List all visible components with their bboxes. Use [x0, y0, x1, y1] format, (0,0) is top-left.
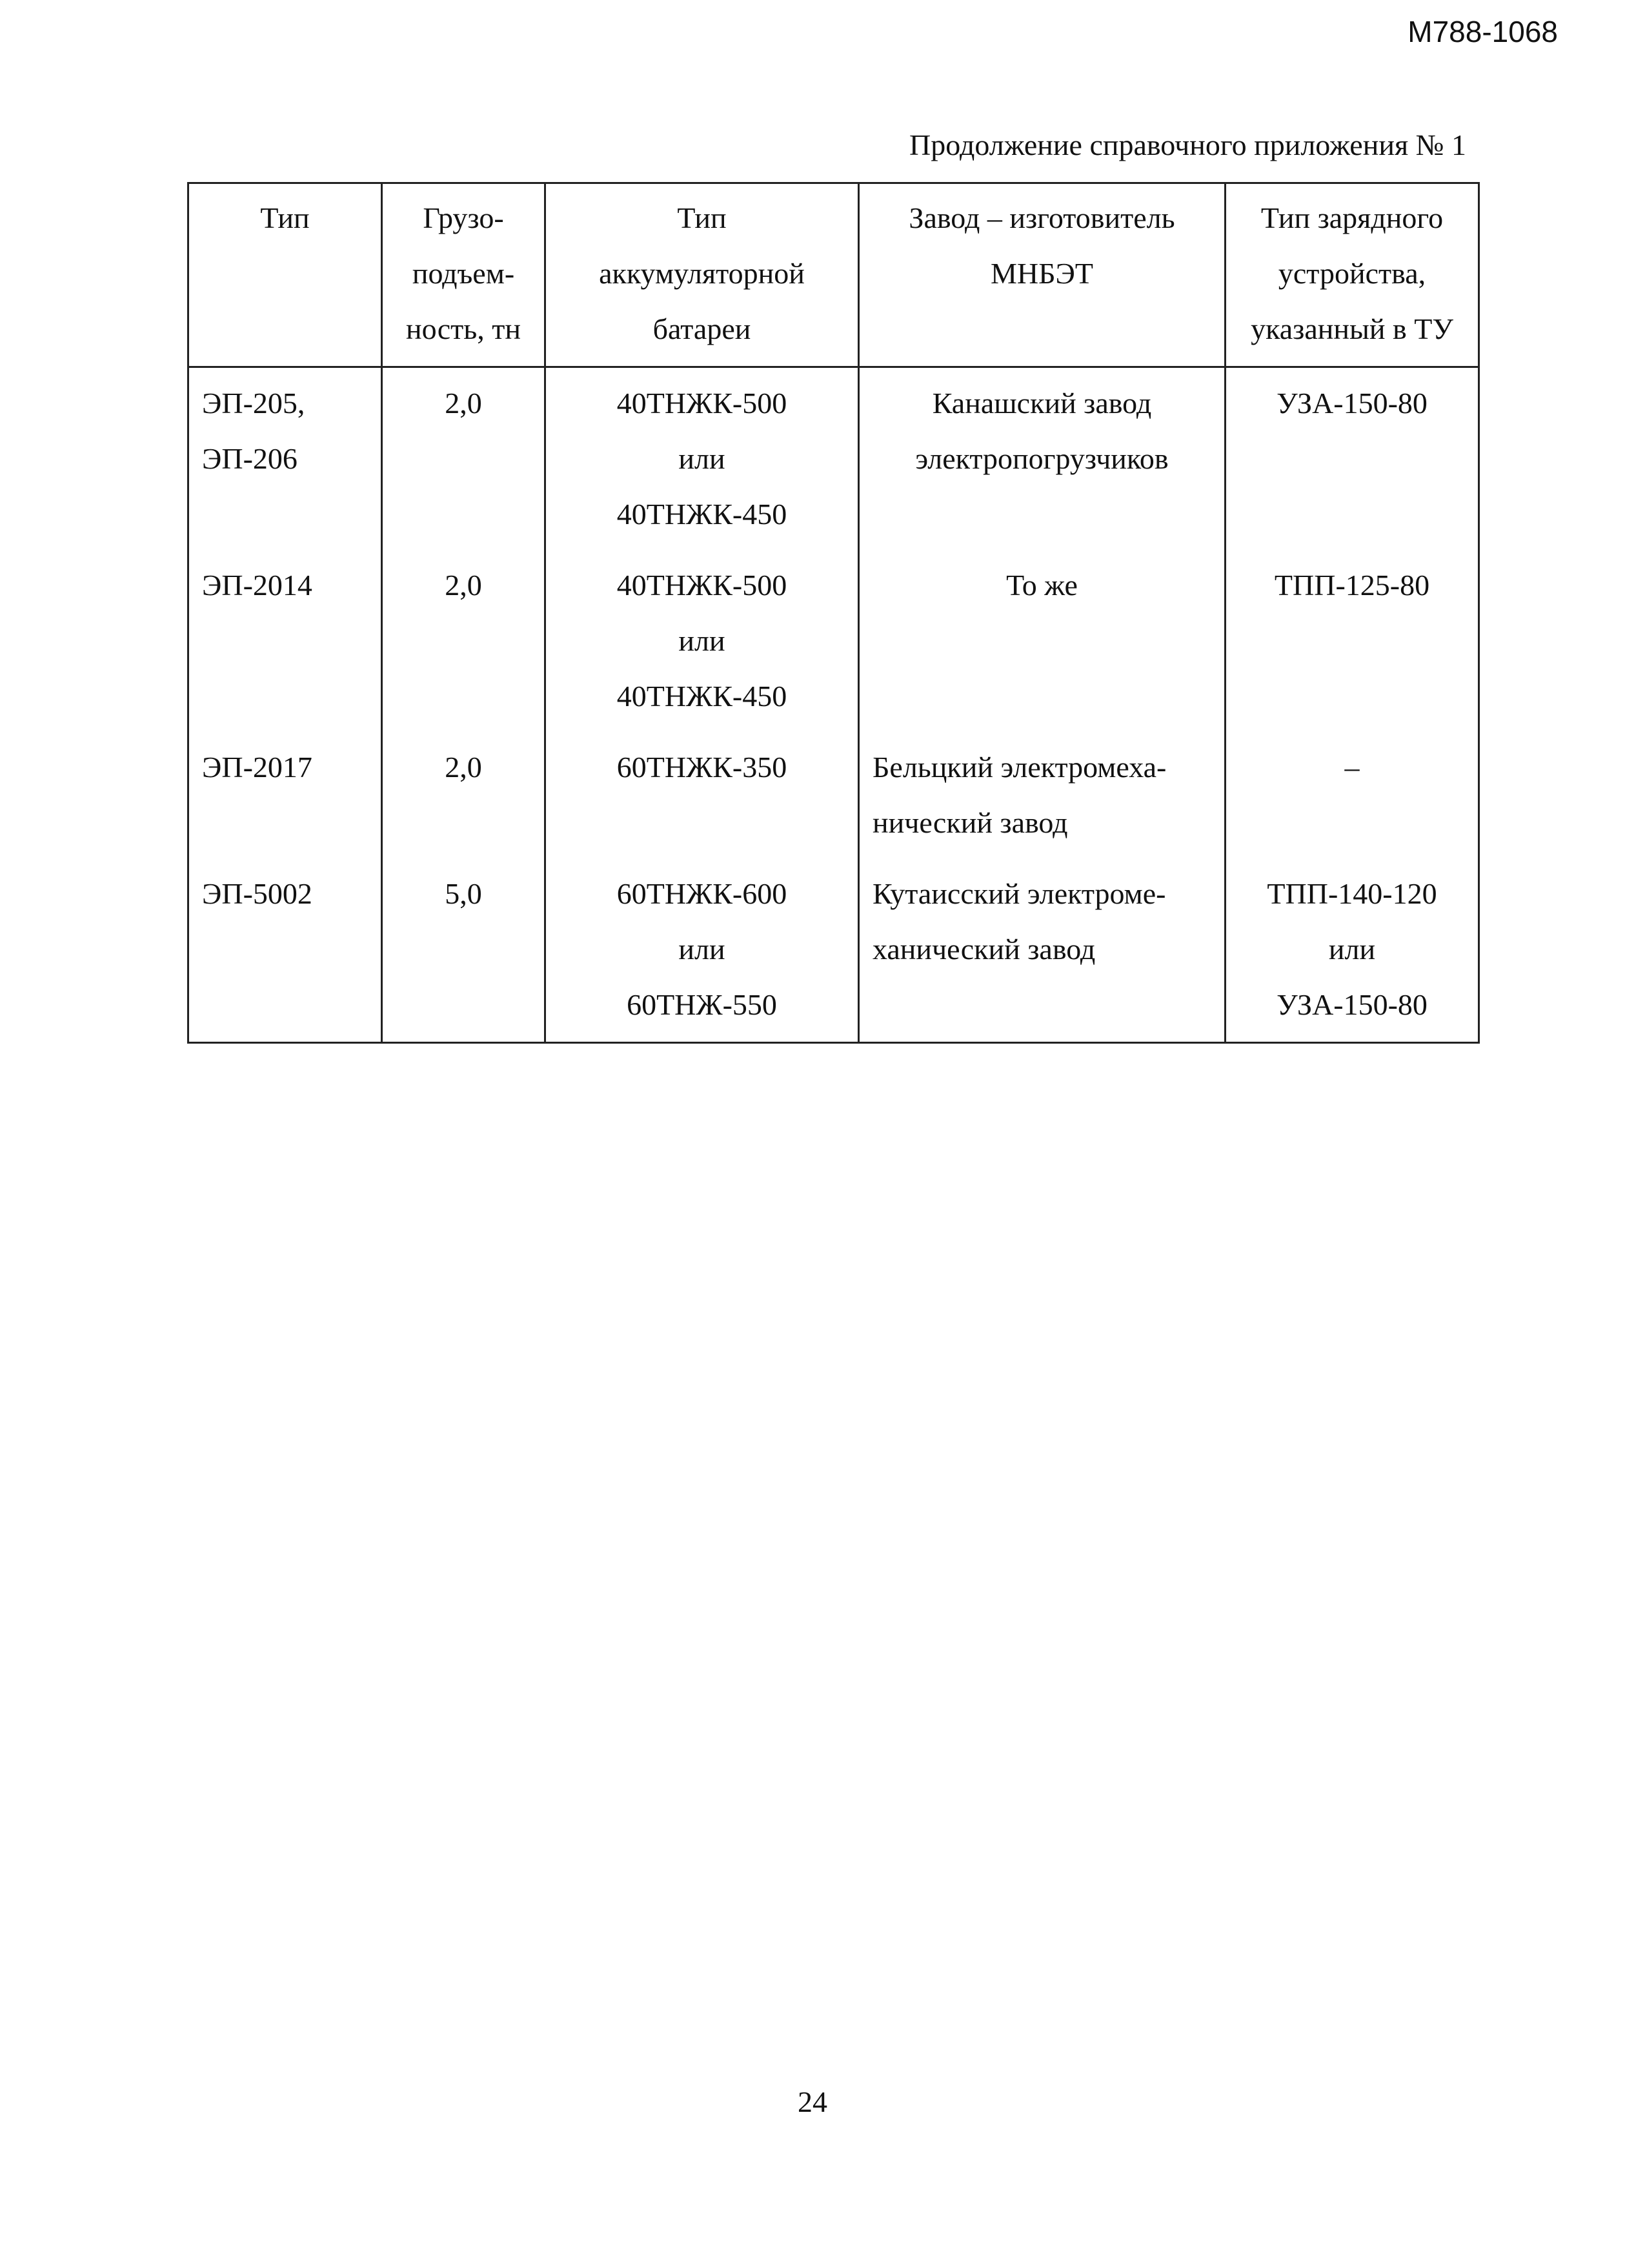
- cell-line: ЭП-205,: [202, 387, 305, 420]
- cell-battery: [545, 367, 859, 552]
- header-line: Тип зарядного: [1260, 201, 1444, 234]
- cell-line: 40ТНЖК-450: [616, 680, 787, 713]
- cell-line: или: [678, 624, 725, 657]
- cell-line: То же: [1006, 569, 1078, 602]
- cell-line: –: [1344, 751, 1360, 784]
- header-cell-battery: [545, 183, 859, 367]
- header-line: указанный в ТУ: [1251, 312, 1453, 345]
- cell-line: ТПП-125-80: [1274, 569, 1430, 602]
- cell-battery: [545, 551, 859, 733]
- header-line: Грузо-: [423, 201, 504, 234]
- cell-line: нический завод: [873, 806, 1068, 839]
- header-line: подъем-: [412, 257, 515, 290]
- cell-battery: [545, 733, 859, 860]
- cell-line: 40ТНЖК-450: [616, 498, 787, 531]
- cell-line: Канашский завод: [932, 387, 1152, 420]
- table-row: [188, 733, 1479, 860]
- cell-line: ЭП-2014: [202, 569, 312, 602]
- cell-line: ТПП-140-120: [1267, 877, 1437, 910]
- cell-capacity: [382, 733, 545, 860]
- document-code: М788-1068: [1408, 15, 1558, 48]
- cell-line: УЗА-150-80: [1277, 988, 1428, 1021]
- header-line: Тип: [260, 201, 310, 234]
- cell-charger: [1226, 367, 1479, 552]
- header-line: устройства,: [1278, 257, 1426, 290]
- cell-charger: [1226, 733, 1479, 860]
- cell-line: 2,0: [445, 387, 482, 420]
- header-cell-type: [188, 183, 382, 367]
- cell-line: или: [678, 442, 725, 475]
- header-line: ность, тн: [406, 312, 521, 345]
- header-line: Завод – изготовитель: [909, 201, 1175, 234]
- cell-line: 40ТНЖК-500: [616, 569, 787, 602]
- cell-line: 5,0: [445, 877, 482, 910]
- cell-line: ЭП-206: [202, 442, 298, 475]
- cell-plant: [859, 860, 1226, 1043]
- table-row: [188, 367, 1479, 552]
- cell-line: 2,0: [445, 751, 482, 784]
- cell-capacity: [382, 551, 545, 733]
- cell-battery: [545, 860, 859, 1043]
- cell-line: УЗА-150-80: [1277, 387, 1428, 420]
- cell-line: 60ТНЖК-600: [616, 877, 787, 910]
- cell-line: или: [678, 933, 725, 966]
- header-cell-plant: [859, 183, 1226, 367]
- continuation-caption: Продолжение справочного приложения № 1: [909, 128, 1466, 161]
- header-line: аккумуляторной: [599, 257, 805, 290]
- cell-line: или: [1328, 933, 1376, 966]
- cell-type: [188, 733, 382, 860]
- header-line: Тип: [677, 201, 727, 234]
- cell-plant: [859, 733, 1226, 860]
- cell-line: электропогрузчиков: [915, 442, 1169, 475]
- cell-line: 60ТНЖ-550: [627, 988, 777, 1021]
- cell-line: ханический завод: [873, 933, 1096, 966]
- table-row: [188, 551, 1479, 733]
- cell-capacity: [382, 367, 545, 552]
- cell-plant: [859, 367, 1226, 552]
- header-cell-capacity: [382, 183, 545, 367]
- cell-charger: [1226, 551, 1479, 733]
- table-row: [188, 860, 1479, 1043]
- cell-type: [188, 551, 382, 733]
- cell-line: ЭП-2017: [202, 751, 312, 784]
- table-header-row: [188, 183, 1479, 367]
- cell-line: 40ТНЖК-500: [616, 387, 787, 420]
- header-line: батареи: [652, 312, 751, 345]
- page-number: 24: [798, 2085, 827, 2118]
- cell-type: [188, 367, 382, 552]
- spec-table: [187, 182, 1480, 1044]
- cell-line: Бельцкий электромеха-: [873, 751, 1167, 784]
- cell-capacity: [382, 860, 545, 1043]
- cell-line: 2,0: [445, 569, 482, 602]
- cell-charger: [1226, 860, 1479, 1043]
- cell-line: ЭП-5002: [202, 877, 312, 910]
- cell-line: Кутаисский электроме-: [873, 877, 1166, 910]
- header-line: МНБЭТ: [990, 257, 1093, 290]
- cell-line: 60ТНЖК-350: [616, 751, 787, 784]
- cell-plant: [859, 551, 1226, 733]
- cell-type: [188, 860, 382, 1043]
- header-cell-charger: [1226, 183, 1479, 367]
